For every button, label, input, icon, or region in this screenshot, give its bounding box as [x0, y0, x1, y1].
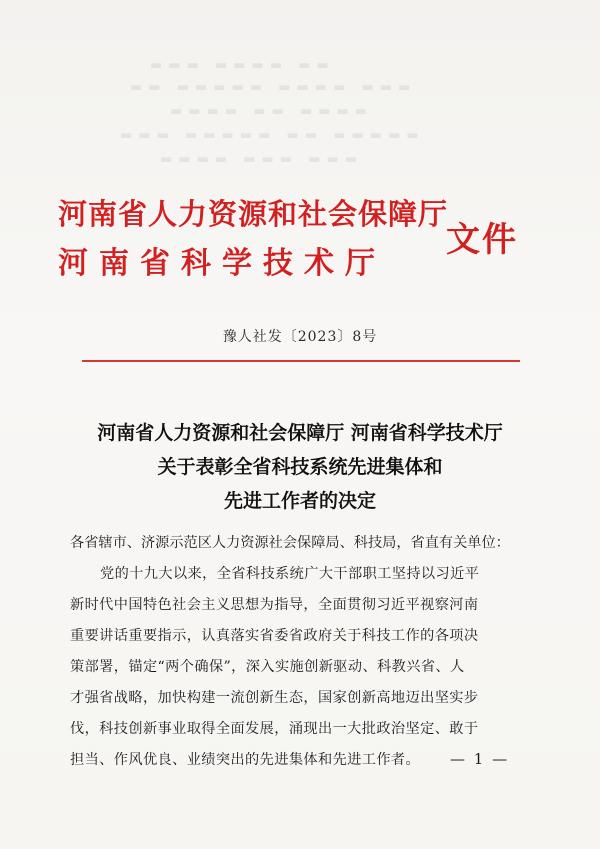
document-header: [58, 192, 558, 292]
bleed-through-mark: ▬▬▬▬ ▬▬▬ ▬▬▬: [160, 152, 364, 167]
body-line: 担当、作风优良、业绩突出的先进集体和先进工作者。: [70, 752, 421, 768]
red-divider-line: [82, 360, 520, 362]
bleed-through-mark: ▬▬▬ ▬▬▬▬ ▬▬: [150, 58, 335, 73]
body-line: 策部署，锚定“两个确保”，深入实施创新驱动、科教兴省、人: [70, 659, 465, 675]
bleed-through-mark: ▬▬ ▬▬▬▬▬ ▬▬▬▬ ▬▬▬: [130, 80, 417, 95]
title-line-2: 关于表彰全省科技系统先进集体和: [157, 456, 443, 478]
addressee: 各省辖市、济源示范区人力资源社会保障局、科技局，省直有关单位：: [70, 535, 510, 551]
issuer-line-1: 河南省人力资源和社会保障厅: [58, 197, 449, 231]
bleed-through-mark: ▬▬▬▬ ▬▬ ▬▬▬▬: [170, 104, 374, 119]
document-label: 文件: [446, 220, 518, 260]
document-number: 豫人社发〔2023〕8号: [222, 329, 378, 345]
bleed-through-mark: ▬▬▬ ▬▬▬▬▬ ▬▬ ▬▬▬▬▬: [120, 128, 425, 143]
body-line: 重要讲话重要指示，认真落实省委省政府关于科技工作的各项决: [70, 628, 479, 644]
body-line: 伐，科技创新事业取得全面发展，涌现出一大批政治坚定、敢于: [70, 721, 479, 737]
issuer-line-2: 河南省科学技术厅: [58, 246, 386, 281]
title-line-3: 先进工作者的决定: [223, 490, 376, 512]
page-number: — 1 —: [450, 750, 510, 768]
body-line: 新时代中国特色社会主义思想为指导，全面贯彻习近平视察河南: [70, 597, 479, 613]
body-line: 党的十九大以来，全省科技系统广大干部职工坚持以习近平: [100, 566, 480, 582]
title-line-1: 河南省人力资源和社会保障厅 河南省科学技术厅: [97, 422, 503, 444]
body-line: 才强省战略，加快构建一流创新生态，国家创新高地迈出坚实步: [70, 690, 479, 706]
